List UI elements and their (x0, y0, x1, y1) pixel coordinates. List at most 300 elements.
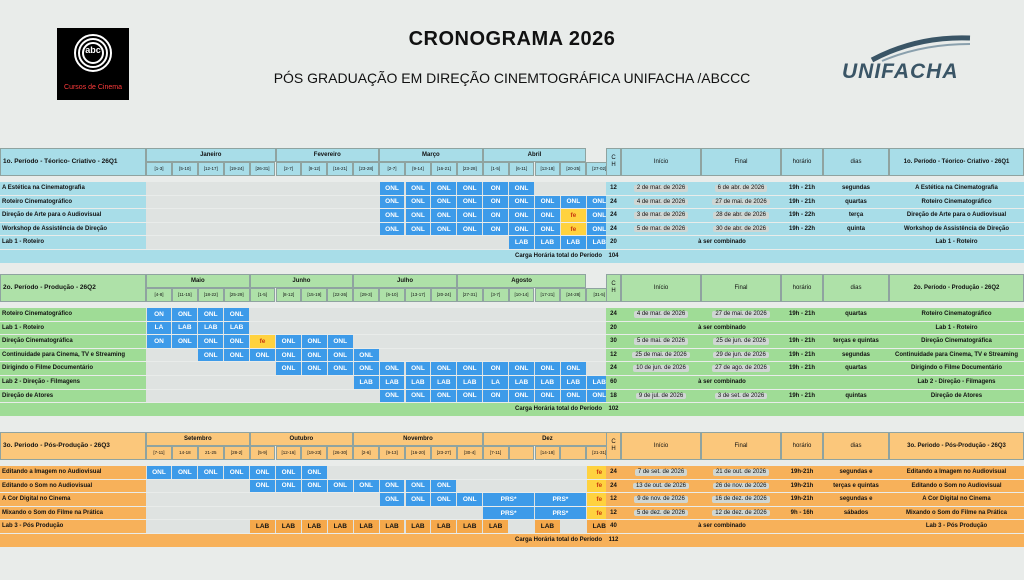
course-horario: 19h-21h (781, 466, 823, 479)
course-name-right: Workshop de Assistência de Direção (889, 223, 1024, 236)
week-header: [20-25] (560, 162, 586, 176)
week-header: [9-12] (301, 162, 327, 176)
week-header: [5-9] (250, 446, 276, 460)
schedule-chip: ON (483, 196, 508, 209)
schedule-chip: ONL (431, 209, 456, 222)
section-title-right: 1o. Período - Téorico- Criativo - 26Q1 (889, 148, 1024, 176)
course-ch: 12 (606, 507, 621, 520)
schedule-chip: ONL (380, 223, 405, 236)
course-final-date: 30 de abr. de 2026 (713, 226, 769, 233)
course-dias: segundas (823, 182, 889, 195)
course-inicio (621, 493, 701, 506)
week-header: [1-5] (250, 288, 276, 302)
month-header: Junho (250, 274, 354, 288)
week-header: [17-21] (535, 288, 561, 302)
week-header (509, 446, 535, 460)
horario-header: horário (781, 148, 823, 176)
unifacha-logo-text: UNIFACHA (842, 60, 959, 83)
course-ch: 24 (606, 209, 621, 222)
abc-logo-text: abc (85, 45, 101, 55)
week-header: [1-3] (146, 162, 172, 176)
course-inicio-date: 25 de mai. de 2026 (632, 352, 689, 359)
schedule-chip: fe (587, 466, 612, 479)
schedule-chip: ONL (172, 308, 197, 321)
schedule-chip: ONL (276, 362, 301, 375)
course-name-right: A Cor Digital no Cinema (889, 493, 1024, 506)
schedule-chip: ONL (354, 362, 379, 375)
month-header: Fevereiro (276, 148, 380, 162)
course-inicio-date: 5 de mar. de 2026 (634, 226, 688, 233)
schedule-chip: ONL (406, 209, 431, 222)
course-horario: 19h - 21h (781, 362, 823, 375)
week-header: [27-31] (457, 288, 483, 302)
schedule-chip: ONL (380, 480, 405, 493)
schedule-chip: LAB (380, 520, 405, 533)
schedule-chip: ONL (328, 480, 353, 493)
course-inicio (621, 390, 701, 403)
course-name-right: Direção de Arte para o Audiovisual (889, 209, 1024, 222)
course-dias-empty (823, 520, 889, 533)
week-header: [2-7] (276, 162, 302, 176)
course-horario: 19h-21h (781, 480, 823, 493)
course-name-right: Lab 3 - Pós Produção (889, 520, 1024, 533)
schedule-chip: LAB (535, 236, 560, 249)
course-combinado: à ser combinado (621, 322, 823, 335)
schedule-chip: ONL (276, 466, 301, 479)
abc-logo-subtitle: Cursos de Cinema (64, 84, 122, 91)
course-final (701, 466, 781, 479)
schedule-chip: ON (483, 182, 508, 195)
course-name-right: Roteiro Cinematográfico (889, 196, 1024, 209)
course-final (701, 308, 781, 321)
schedule-chip: LAB (509, 236, 534, 249)
month-header: Outubro (250, 432, 354, 446)
week-header: [31-5] (586, 288, 612, 302)
schedule-chip: ONL (457, 209, 482, 222)
course-inicio (621, 196, 701, 209)
schedule-chip: LAB (457, 376, 482, 389)
course-inicio-date: 9 de nov. de 2026 (634, 496, 688, 503)
schedule-chip: ONL (224, 308, 249, 321)
period-total-label: Carga Horária total do Período (0, 534, 606, 547)
schedule-chip: ON (483, 223, 508, 236)
course-final-date: 29 de jun. de 2026 (713, 352, 769, 359)
ch-header: C H (606, 274, 621, 302)
schedule-chip: ONL (509, 196, 534, 209)
schedule-chip: fe (587, 507, 612, 520)
inicio-header: Início (621, 274, 701, 302)
schedule-chip: ONL (509, 362, 534, 375)
section-title: 1o. Período - Téorico- Criativo - 26Q1 (0, 148, 146, 176)
course-inicio-date: 13 de out. de 2026 (633, 483, 689, 490)
page-subtitle: PÓS GRADUAÇÃO EM DIREÇÃO CINEMTOGRÁFICA UNIFACHA /ABCCC (273, 70, 751, 86)
course-name: Editando a Imagem no Audiovisual (0, 466, 146, 479)
schedule-chip: ONL (431, 493, 456, 506)
schedule-chip: LAB (509, 376, 534, 389)
week-header: [20-24] (431, 288, 457, 302)
course-dias: segundas (823, 349, 889, 362)
page-header (0, 0, 1024, 140)
course-inicio-date: 3 de mar. de 2026 (634, 212, 688, 219)
course-name: Roteiro Cinematográfico (0, 196, 146, 209)
schedule-chip: ONL (328, 362, 353, 375)
ch-header: C H (606, 432, 621, 460)
week-header: [26-30] (327, 446, 353, 460)
course-inicio-date: 5 de dez. de 2026 (634, 510, 688, 517)
course-name: Roteiro Cinematográfico (0, 308, 146, 321)
schedule-chip: LAB (328, 520, 353, 533)
final-header: Final (701, 274, 781, 302)
schedule-chip: ONL (535, 362, 560, 375)
schedule-chip: ONL (224, 335, 249, 348)
week-header: [19-23] (301, 446, 327, 460)
schedule-chip: PRS* (483, 507, 534, 520)
course-final-date: 27 de ago. de 2026 (712, 365, 770, 372)
course-inicio (621, 480, 701, 493)
schedule-chip: ONL (224, 466, 249, 479)
course-ch: 20 (606, 236, 621, 249)
course-dias: quartas (823, 308, 889, 321)
week-header: [22-26] (327, 288, 353, 302)
week-header: [23-27] (431, 446, 457, 460)
course-ch: 24 (606, 466, 621, 479)
week-header: [13-17] (405, 288, 431, 302)
schedule-chip: ONL (172, 466, 197, 479)
schedule-chip: PRS* (483, 493, 534, 506)
schedule-chip: LAB (587, 376, 612, 389)
course-name-right: Direção Cinematográfica (889, 335, 1024, 348)
week-header: [23-28] (353, 162, 379, 176)
section-title: 2o. Período - Produção - 26Q2 (0, 274, 146, 302)
schedule-chip: ONL (302, 349, 327, 362)
course-horario: 19h - 21h (781, 182, 823, 195)
course-final-date: 12 de dez. de 2026 (712, 510, 769, 517)
schedule-chip: ONL (380, 196, 405, 209)
course-final (701, 335, 781, 348)
week-header: [14-18] (535, 446, 561, 460)
schedule-chip: ONL (302, 466, 327, 479)
course-inicio-date: 9 de jul. de 2026 (636, 393, 686, 400)
schedule-chip: LAB (561, 376, 586, 389)
course-final-date: 3 de set. de 2026 (715, 393, 767, 400)
schedule-chip: LAB (354, 520, 379, 533)
schedule-chip: LAB (587, 520, 612, 533)
course-inicio (621, 223, 701, 236)
week-header: [8-12] (276, 288, 302, 302)
schedule-chip: ON (483, 390, 508, 403)
schedule-chip: ONL (354, 480, 379, 493)
course-final-date: 25 de jun. de 2026 (713, 338, 769, 345)
schedule-chip: ONL (431, 362, 456, 375)
schedule-chip: ONL (328, 335, 353, 348)
period-total-value: 102 (606, 403, 621, 416)
course-final-date: 21 de out. de 2026 (713, 469, 769, 476)
course-dias: segundas e (823, 466, 889, 479)
course-final (701, 196, 781, 209)
section-title-right: 3o. Periodo - Pós-Produção - 26Q3 (889, 432, 1024, 460)
schedule-chip: ONL (250, 480, 275, 493)
course-inicio (621, 182, 701, 195)
schedule-chip: fe (561, 209, 586, 222)
course-final (701, 209, 781, 222)
course-ch: 30 (606, 335, 621, 348)
course-combinado: à ser combinado (621, 520, 823, 533)
schedule-chip: LAB (406, 376, 431, 389)
course-inicio-date: 10 de jun. de 2026 (633, 365, 689, 372)
course-name-right: Roteiro Cinematográfico (889, 308, 1024, 321)
course-inicio-date: 7 de set. de 2026 (635, 469, 687, 476)
dias-header: dias (823, 274, 889, 302)
schedule-chip: fe (587, 493, 612, 506)
unifacha-logo (842, 34, 972, 90)
month-header: Dez (483, 432, 613, 446)
schedule-chip: LAB (535, 376, 560, 389)
horario-header: horário (781, 432, 823, 460)
week-header: [9-13] (379, 446, 405, 460)
course-combinado: à ser combinado (621, 376, 823, 389)
schedule-chip: ONL (561, 362, 586, 375)
schedule-chip: ONL (406, 480, 431, 493)
course-name-right: Editando a Imagem no Audiovisual (889, 466, 1024, 479)
schedule-chip: ONL (431, 223, 456, 236)
course-final-date: 6 de abr. de 2026 (715, 185, 768, 192)
schedule-chip: LAB (224, 322, 249, 335)
course-dias-empty (823, 236, 889, 249)
schedule-chip: ONL (457, 223, 482, 236)
course-ch: 12 (606, 493, 621, 506)
schedule-chip: ONL (457, 493, 482, 506)
schedule-chip: ONL (561, 390, 586, 403)
page-title: CRONOGRAMA 2026 (408, 28, 616, 50)
schedule-chip: ON (483, 209, 508, 222)
month-header: Abril (483, 148, 587, 162)
schedule-chip: ONL (509, 182, 534, 195)
course-ch: 24 (606, 196, 621, 209)
schedule-chip: PRS* (535, 507, 586, 520)
schedule-chip: ONL (535, 196, 560, 209)
week-header: [16-20] (405, 446, 431, 460)
period-total-value: 112 (606, 534, 621, 547)
period-total-filler (621, 534, 1024, 547)
course-final-date: 27 de mai. de 2026 (712, 311, 769, 318)
course-dias: terças e quintas (823, 480, 889, 493)
schedule-chip: ONL (406, 362, 431, 375)
course-horario: 19h - 21h (781, 390, 823, 403)
schedule-chip: ONL (431, 390, 456, 403)
course-name-right: Continuidade para Cinema, TV e Streaming (889, 349, 1024, 362)
schedule-chip: ONL (561, 196, 586, 209)
week-header: [13-18] (535, 162, 561, 176)
schedule-chip: ONL (224, 349, 249, 362)
week-header: [25-29] (224, 288, 250, 302)
course-horario: 19h - 21h (781, 308, 823, 321)
course-ch: 24 (606, 223, 621, 236)
dias-header: dias (823, 432, 889, 460)
month-header: Setembro (146, 432, 250, 446)
schedule-chip: ONL (276, 480, 301, 493)
course-final-date: 27 de mai. de 2026 (712, 199, 769, 206)
schedule-chip: ONL (406, 182, 431, 195)
course-final (701, 480, 781, 493)
schedule-chip: LAB (198, 322, 223, 335)
schedule-chip: ONL (457, 362, 482, 375)
course-ch: 24 (606, 480, 621, 493)
course-final-date: 26 de nov. de 2026 (713, 483, 770, 490)
week-header: [11-15] (172, 288, 198, 302)
course-ch: 60 (606, 376, 621, 389)
week-header: [1-5] (483, 162, 509, 176)
week-header: [19-24] (224, 162, 250, 176)
week-header: 14-18 (172, 446, 198, 460)
period-total-value: 104 (606, 250, 621, 263)
final-header: Final (701, 148, 781, 176)
course-ch: 12 (606, 182, 621, 195)
schedule-chip: LAB (172, 322, 197, 335)
schedule-chip: ONL (380, 182, 405, 195)
schedule-chip: ONL (406, 223, 431, 236)
schedule-chip: LAB (406, 520, 431, 533)
period-total-label: Carga Horária total do Período (0, 403, 606, 416)
course-ch: 18 (606, 390, 621, 403)
course-name: Mixando o Som do Filme na Prática (0, 507, 146, 520)
course-final (701, 182, 781, 195)
month-header: Agosto (457, 274, 587, 288)
schedule-chip: ONL (380, 362, 405, 375)
course-dias-empty (823, 322, 889, 335)
course-name-right: Lab 1 - Roteiro (889, 236, 1024, 249)
schedule-chip: LAB (380, 376, 405, 389)
month-header: Janeiro (146, 148, 276, 162)
horario-header: horário (781, 274, 823, 302)
period-total-filler (621, 403, 1024, 416)
course-inicio (621, 349, 701, 362)
schedule-chip: ONL (406, 196, 431, 209)
course-name-right: Lab 1 - Roteiro (889, 322, 1024, 335)
schedule-chip: ONL (302, 335, 327, 348)
course-combinado: à ser combinado (621, 236, 823, 249)
course-dias: quintas (823, 390, 889, 403)
schedule-chip: LAB (587, 236, 612, 249)
period-total-label: Carga Horária total do Período (0, 250, 606, 263)
course-name: Dirigindo o Filme Documentário (0, 362, 146, 375)
week-header: [9-14] (405, 162, 431, 176)
schedule-chip: LAB (276, 520, 301, 533)
schedule-chip: LAB (431, 376, 456, 389)
schedule-chip: ONL (406, 493, 431, 506)
schedule-chip: ONL (457, 196, 482, 209)
week-header: [26-31] (250, 162, 276, 176)
schedule-chip: ONL (172, 335, 197, 348)
week-header (560, 446, 586, 460)
course-name: Direção Cinematográfica (0, 335, 146, 348)
course-name-right: Lab 2 - Direção - Filmagens (889, 376, 1024, 389)
course-inicio (621, 362, 701, 375)
schedule-chip: LAB (457, 520, 482, 533)
dias-header: dias (823, 148, 889, 176)
course-inicio (621, 507, 701, 520)
week-header: [7-11] (483, 446, 509, 460)
course-horario: 19h - 21h (781, 349, 823, 362)
schedule-chip: ONL (457, 390, 482, 403)
course-inicio-date: 5 de mai. de 2026 (634, 338, 688, 345)
course-dias: terça (823, 209, 889, 222)
schedule-chip: ONL (457, 182, 482, 195)
week-header: [21-31] (586, 446, 612, 460)
course-name: Lab 2 - Direção - Filmagens (0, 376, 146, 389)
schedule-chip: ONL (587, 196, 612, 209)
course-dias: quinta (823, 223, 889, 236)
course-final-date: 16 de dez. de 2026 (712, 496, 769, 503)
schedule-chip: ONL (509, 223, 534, 236)
ch-header: C H (606, 148, 621, 176)
course-name-right: Direção de Atores (889, 390, 1024, 403)
course-ch: 24 (606, 362, 621, 375)
course-name: Direção de Arte para o Audiovisual (0, 209, 146, 222)
schedule-chip: LAB (302, 520, 327, 533)
schedule-chip: ONL (535, 209, 560, 222)
course-name-right: A Estética na Cinematografia (889, 182, 1024, 195)
schedule-chip: ONL (535, 390, 560, 403)
schedule-chip: ONL (431, 480, 456, 493)
section-title: 3o. Periodo - Pós-Produção - 26Q3 (0, 432, 146, 460)
schedule-chip: ONL (250, 466, 275, 479)
schedule-chip: LAB (354, 376, 379, 389)
month-header: Julho (353, 274, 457, 288)
week-header: [2-6] (353, 446, 379, 460)
week-header: [2-7] (379, 162, 405, 176)
schedule-chip: ON (147, 308, 172, 321)
schedule-chip: ONL (198, 335, 223, 348)
schedule-chip: LAB (431, 520, 456, 533)
schedule-chip: ONL (587, 223, 612, 236)
course-horario: 19h-21h (781, 493, 823, 506)
month-header: Novembro (353, 432, 483, 446)
schedule-chip: PRS* (535, 493, 586, 506)
week-header: [27-02] (586, 162, 612, 176)
schedule-chip: LAB (250, 520, 275, 533)
course-inicio-date: 4 de mar. de 2026 (634, 199, 688, 206)
course-dias: sábados (823, 507, 889, 520)
course-inicio-date: 4 de mar. de 2026 (634, 311, 688, 318)
course-horario: 19h - 21h (781, 196, 823, 209)
schedule-chip: ON (483, 362, 508, 375)
week-header: [30-4] (457, 446, 483, 460)
week-header: [6-10] (379, 288, 405, 302)
course-inicio (621, 308, 701, 321)
week-header: [29-3] (353, 288, 379, 302)
course-ch: 40 (606, 520, 621, 533)
week-header: [16-21] (431, 162, 457, 176)
course-name-right: Dirigindo o Filme Documentário (889, 362, 1024, 375)
course-ch: 12 (606, 349, 621, 362)
course-final (701, 507, 781, 520)
course-horario: 19h - 22h (781, 209, 823, 222)
schedule-chip: ONL (380, 493, 405, 506)
course-dias: segundas e (823, 493, 889, 506)
week-header: [28-2] (224, 446, 250, 460)
week-header: [5-10] (172, 162, 198, 176)
course-inicio (621, 466, 701, 479)
month-header: Maio (146, 274, 250, 288)
week-header: [6-11] (509, 162, 535, 176)
schedule-chip: ONL (535, 223, 560, 236)
schedule-chip: ONL (354, 349, 379, 362)
course-name: A Cor Digital no Cinema (0, 493, 146, 506)
course-name: Lab 1 - Roteiro (0, 236, 146, 249)
schedule-chip: ONL (302, 480, 327, 493)
schedule-chip: LAB (561, 236, 586, 249)
month-header: Março (379, 148, 483, 162)
